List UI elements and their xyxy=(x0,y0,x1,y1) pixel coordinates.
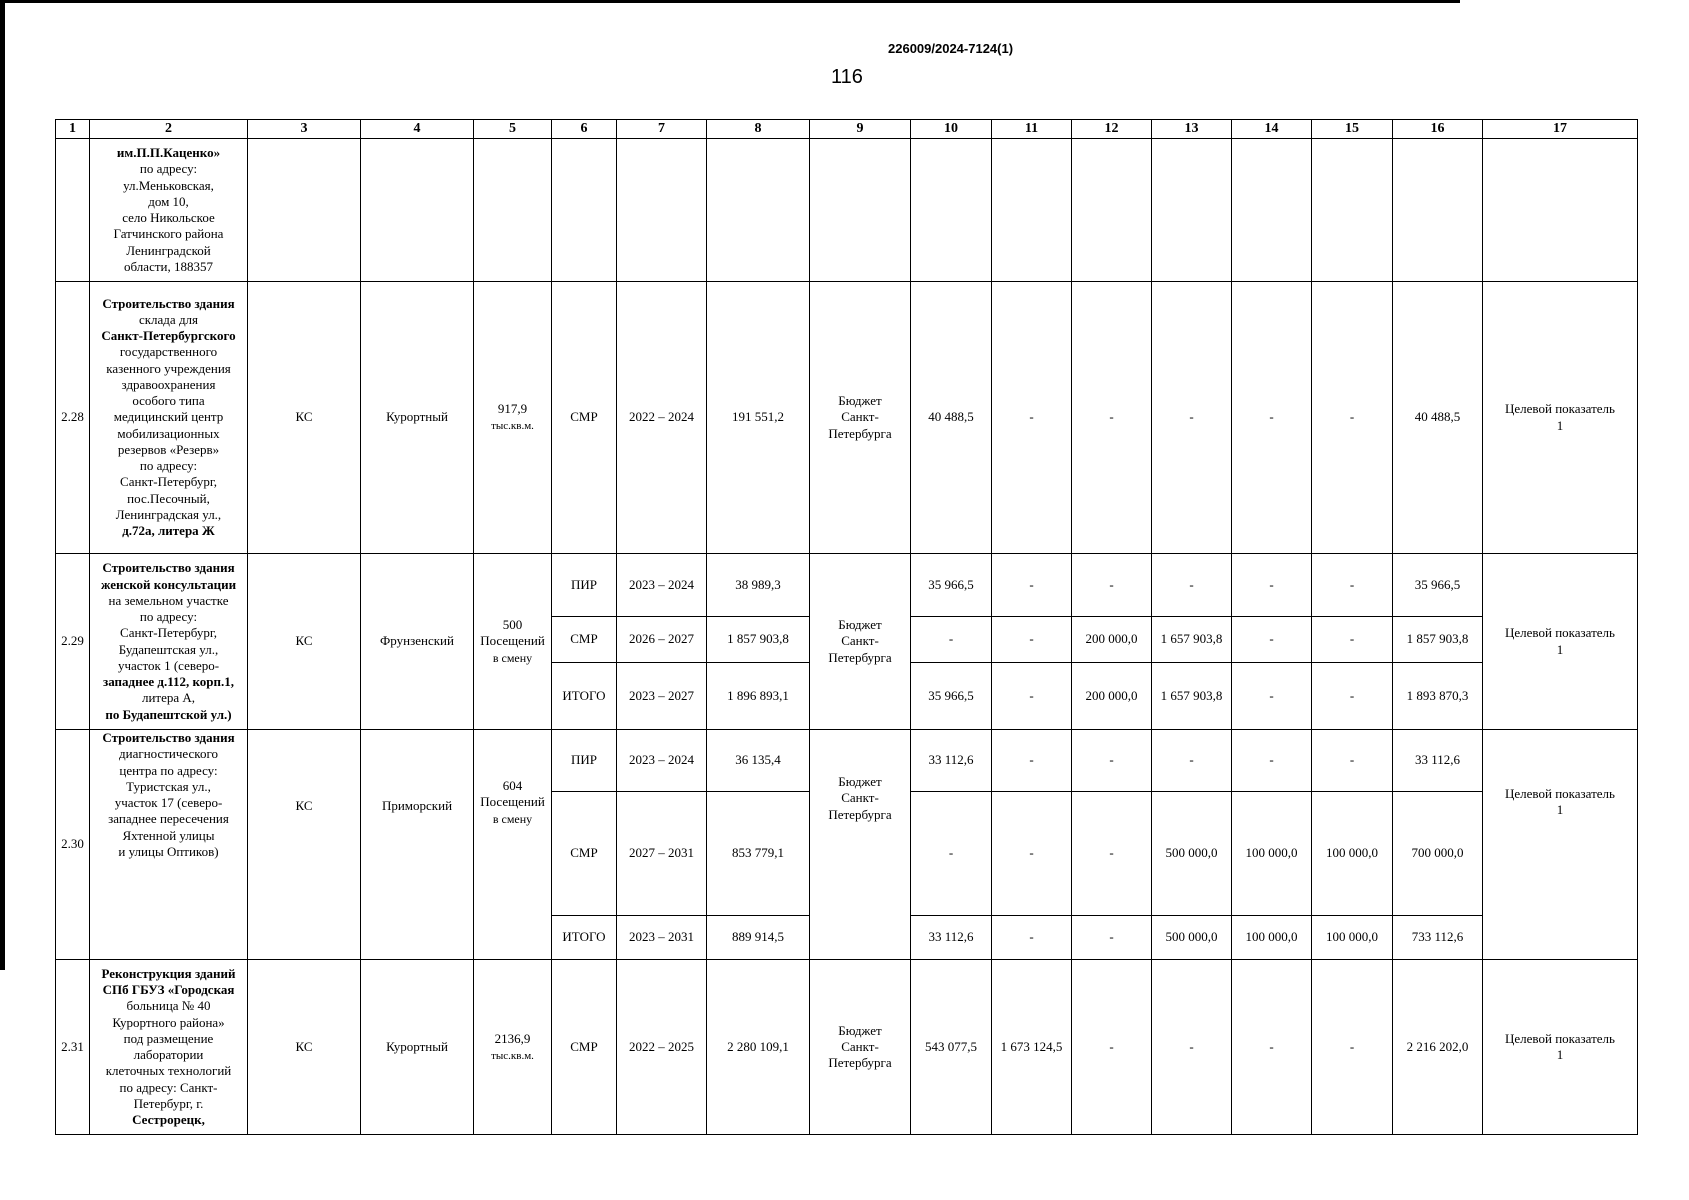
cell-category: КС xyxy=(248,960,361,1135)
document-number: 226009/2024-7124(1) xyxy=(888,41,1014,56)
column-number-row xyxy=(56,120,1638,139)
cell-amount: - xyxy=(992,792,1072,916)
cell-object-name: Строительство здания склада для Санкт-Петербургского государственного казенного учреждения здравоохранения особого типа медицинский центр мобилизационных резервов «Резерв» по адресу: Санкт-Петербург, пос.Песочный, Ленинградская ул., д.72а, литера Ж xyxy=(90,282,248,554)
cell-capacity: 500 Посещений в смену xyxy=(474,554,552,730)
cell-total: 1 893 870,3 xyxy=(1393,663,1483,730)
cell-source: Бюджет Санкт- Петербурга xyxy=(810,554,911,730)
cell-amount: 35 966,5 xyxy=(911,663,992,730)
cell-capacity: 2136,9 тыс.кв.м. xyxy=(474,960,552,1135)
cell-total: 1 857 903,8 xyxy=(1393,617,1483,663)
cell-cost: 889 914,5 xyxy=(707,916,810,960)
cell-period: 2023 – 2027 xyxy=(617,663,707,730)
cell-amount: 100 000,0 xyxy=(1312,792,1393,916)
cell-object-name: Строительство здания женской консультации на земельном участке по адресу: Санкт-Петербург, Будапештская ул., участок 1 (северо- западнее д.112, корп.1, литера А, по Будапештской ул.) xyxy=(90,554,248,730)
col-header: 10 xyxy=(911,120,992,139)
cell-amount: - xyxy=(1152,554,1232,617)
cell-capacity: 604 Посещений в смену xyxy=(474,730,552,960)
cell-amount: - xyxy=(1072,916,1152,960)
cell-amount: - xyxy=(1072,960,1152,1135)
cell-index: 2.29 xyxy=(56,554,90,730)
col-header: 4 xyxy=(361,120,474,139)
cell-empty xyxy=(552,139,617,282)
col-header: 13 xyxy=(1152,120,1232,139)
cell-amount: - xyxy=(1232,730,1312,792)
cell-empty xyxy=(707,139,810,282)
cell-amount: 100 000,0 xyxy=(1232,916,1312,960)
cell-indicator: Целевой показатель 1 xyxy=(1483,282,1638,554)
cell-work-type: ПИР xyxy=(552,730,617,792)
cell-amount: - xyxy=(1232,282,1312,554)
cell-empty xyxy=(361,139,474,282)
cell-empty xyxy=(1312,139,1393,282)
cell-amount: - xyxy=(1312,282,1393,554)
col-header: 12 xyxy=(1072,120,1152,139)
cell-empty xyxy=(911,139,992,282)
cell-amount: - xyxy=(1152,960,1232,1135)
cell-indicator: Целевой показатель 1 xyxy=(1483,554,1638,730)
cell-object-name: Строительство здания диагностического центра по адресу: Туристская ул., участок 17 (северо- западнее пересечения Яхтенной улицы и улицы Оптиков) xyxy=(90,730,248,960)
cell-cost: 2 280 109,1 xyxy=(707,960,810,1135)
cell-amount: 200 000,0 xyxy=(1072,663,1152,730)
cell-period: 2022 – 2024 xyxy=(617,282,707,554)
cell-amount: - xyxy=(1312,960,1393,1135)
page-number: 116 xyxy=(831,66,863,88)
cell-amount: - xyxy=(992,663,1072,730)
col-header: 11 xyxy=(992,120,1072,139)
cell-amount: - xyxy=(1072,554,1152,617)
cell-index: 2.31 xyxy=(56,960,90,1135)
cell-work-type: СМР xyxy=(552,792,617,916)
cell-object-name: им.П.П.Каценко» по адресу: ул.Меньковская, дом 10, село Никольское Гатчинского района Ленинградской области, 188357 xyxy=(90,139,248,282)
col-header: 14 xyxy=(1232,120,1312,139)
cell-period: 2022 – 2025 xyxy=(617,960,707,1135)
cell-cost: 36 135,4 xyxy=(707,730,810,792)
cell-amount: 40 488,5 xyxy=(911,282,992,554)
col-header: 17 xyxy=(1483,120,1638,139)
col-header: 2 xyxy=(90,120,248,139)
left-scan-edge xyxy=(0,0,5,970)
cell-amount: - xyxy=(1152,282,1232,554)
cell-indicator: Целевой показатель 1 xyxy=(1483,730,1638,960)
cell-index xyxy=(56,139,90,282)
cell-total: 2 216 202,0 xyxy=(1393,960,1483,1135)
cell-empty xyxy=(810,139,911,282)
cell-cost: 1 896 893,1 xyxy=(707,663,810,730)
cell-cost: 191 551,2 xyxy=(707,282,810,554)
cell-amount: - xyxy=(992,730,1072,792)
cell-amount: - xyxy=(1232,554,1312,617)
col-header: 9 xyxy=(810,120,911,139)
cell-amount: - xyxy=(1072,792,1152,916)
cell-amount: - xyxy=(1072,282,1152,554)
table-row-2-29 xyxy=(56,554,1638,617)
cell-source: Бюджет Санкт- Петербурга xyxy=(810,960,911,1135)
cell-work-type: ИТОГО xyxy=(552,663,617,730)
cell-amount: - xyxy=(1232,663,1312,730)
col-header: 3 xyxy=(248,120,361,139)
cell-category: КС xyxy=(248,282,361,554)
cell-amount: 1 657 903,8 xyxy=(1152,663,1232,730)
table-row-2-28 xyxy=(56,282,1638,554)
cell-category: КС xyxy=(248,730,361,960)
cell-work-type: ИТОГО xyxy=(552,916,617,960)
cell-amount: 33 112,6 xyxy=(911,916,992,960)
cell-amount: 543 077,5 xyxy=(911,960,992,1135)
cell-index: 2.28 xyxy=(56,282,90,554)
cell-total: 733 112,6 xyxy=(1393,916,1483,960)
col-header: 8 xyxy=(707,120,810,139)
cell-period: 2026 – 2027 xyxy=(617,617,707,663)
cell-total: 35 966,5 xyxy=(1393,554,1483,617)
cell-district: Курортный xyxy=(361,282,474,554)
cell-empty xyxy=(992,139,1072,282)
cell-total: 40 488,5 xyxy=(1393,282,1483,554)
cell-amount: - xyxy=(1232,617,1312,663)
cell-index: 2.30 xyxy=(56,730,90,960)
cell-empty xyxy=(1232,139,1312,282)
cell-cost: 38 989,3 xyxy=(707,554,810,617)
cell-amount: - xyxy=(1312,663,1393,730)
cell-period: 2027 – 2031 xyxy=(617,792,707,916)
table-row-continuation xyxy=(56,139,1638,282)
cell-amount: - xyxy=(992,282,1072,554)
cell-category: КС xyxy=(248,554,361,730)
col-header: 15 xyxy=(1312,120,1393,139)
cell-amount: - xyxy=(1312,730,1393,792)
cell-amount: 100 000,0 xyxy=(1312,916,1393,960)
col-header: 1 xyxy=(56,120,90,139)
cell-object-name: Реконструкция зданий СПб ГБУЗ «Городская больница № 40 Курортного района» под размещение лаборатории клеточных технологий по адресу: Санкт- Петербург, г. Сестрорецк, xyxy=(90,960,248,1135)
cell-empty xyxy=(1483,139,1638,282)
cell-source: Бюджет Санкт- Петербурга xyxy=(810,282,911,554)
cell-amount: - xyxy=(992,617,1072,663)
cell-cost: 1 857 903,8 xyxy=(707,617,810,663)
table-row-2-30 xyxy=(56,730,1638,792)
cell-amount: - xyxy=(992,554,1072,617)
cell-amount: - xyxy=(1152,730,1232,792)
investment-program-table xyxy=(55,119,1638,1135)
cell-source: Бюджет Санкт- Петербурга xyxy=(810,730,911,960)
cell-district: Курортный xyxy=(361,960,474,1135)
cell-amount: 500 000,0 xyxy=(1152,916,1232,960)
cell-capacity: 917,9 тыс.кв.м. xyxy=(474,282,552,554)
cell-period: 2023 – 2031 xyxy=(617,916,707,960)
cell-empty xyxy=(1393,139,1483,282)
cell-empty xyxy=(1072,139,1152,282)
cell-amount: - xyxy=(1072,730,1152,792)
cell-amount: - xyxy=(1232,960,1312,1135)
cell-amount: - xyxy=(1312,554,1393,617)
cell-amount: - xyxy=(992,916,1072,960)
cell-amount: 500 000,0 xyxy=(1152,792,1232,916)
cell-amount: 33 112,6 xyxy=(911,730,992,792)
cell-amount: 35 966,5 xyxy=(911,554,992,617)
cell-empty xyxy=(1152,139,1232,282)
cell-amount: 200 000,0 xyxy=(1072,617,1152,663)
cell-work-type: СМР xyxy=(552,960,617,1135)
cell-empty xyxy=(617,139,707,282)
cell-amount: 100 000,0 xyxy=(1232,792,1312,916)
cell-amount: 1 657 903,8 xyxy=(1152,617,1232,663)
top-border-line xyxy=(0,0,1460,3)
col-header: 5 xyxy=(474,120,552,139)
cell-period: 2023 – 2024 xyxy=(617,730,707,792)
cell-total: 700 000,0 xyxy=(1393,792,1483,916)
cell-amount: 1 673 124,5 xyxy=(992,960,1072,1135)
cell-cost: 853 779,1 xyxy=(707,792,810,916)
cell-amount: - xyxy=(911,617,992,663)
cell-indicator: Целевой показатель 1 xyxy=(1483,960,1638,1135)
cell-total: 33 112,6 xyxy=(1393,730,1483,792)
cell-amount: - xyxy=(911,792,992,916)
cell-district: Фрунзенский xyxy=(361,554,474,730)
cell-district: Приморский xyxy=(361,730,474,960)
cell-work-type: СМР xyxy=(552,617,617,663)
col-header: 7 xyxy=(617,120,707,139)
cell-empty xyxy=(248,139,361,282)
cell-amount: - xyxy=(1312,617,1393,663)
table-row-2-31 xyxy=(56,960,1638,1135)
col-header: 6 xyxy=(552,120,617,139)
col-header: 16 xyxy=(1393,120,1483,139)
cell-work-type: ПИР xyxy=(552,554,617,617)
cell-period: 2023 – 2024 xyxy=(617,554,707,617)
cell-work-type: СМР xyxy=(552,282,617,554)
cell-empty xyxy=(474,139,552,282)
